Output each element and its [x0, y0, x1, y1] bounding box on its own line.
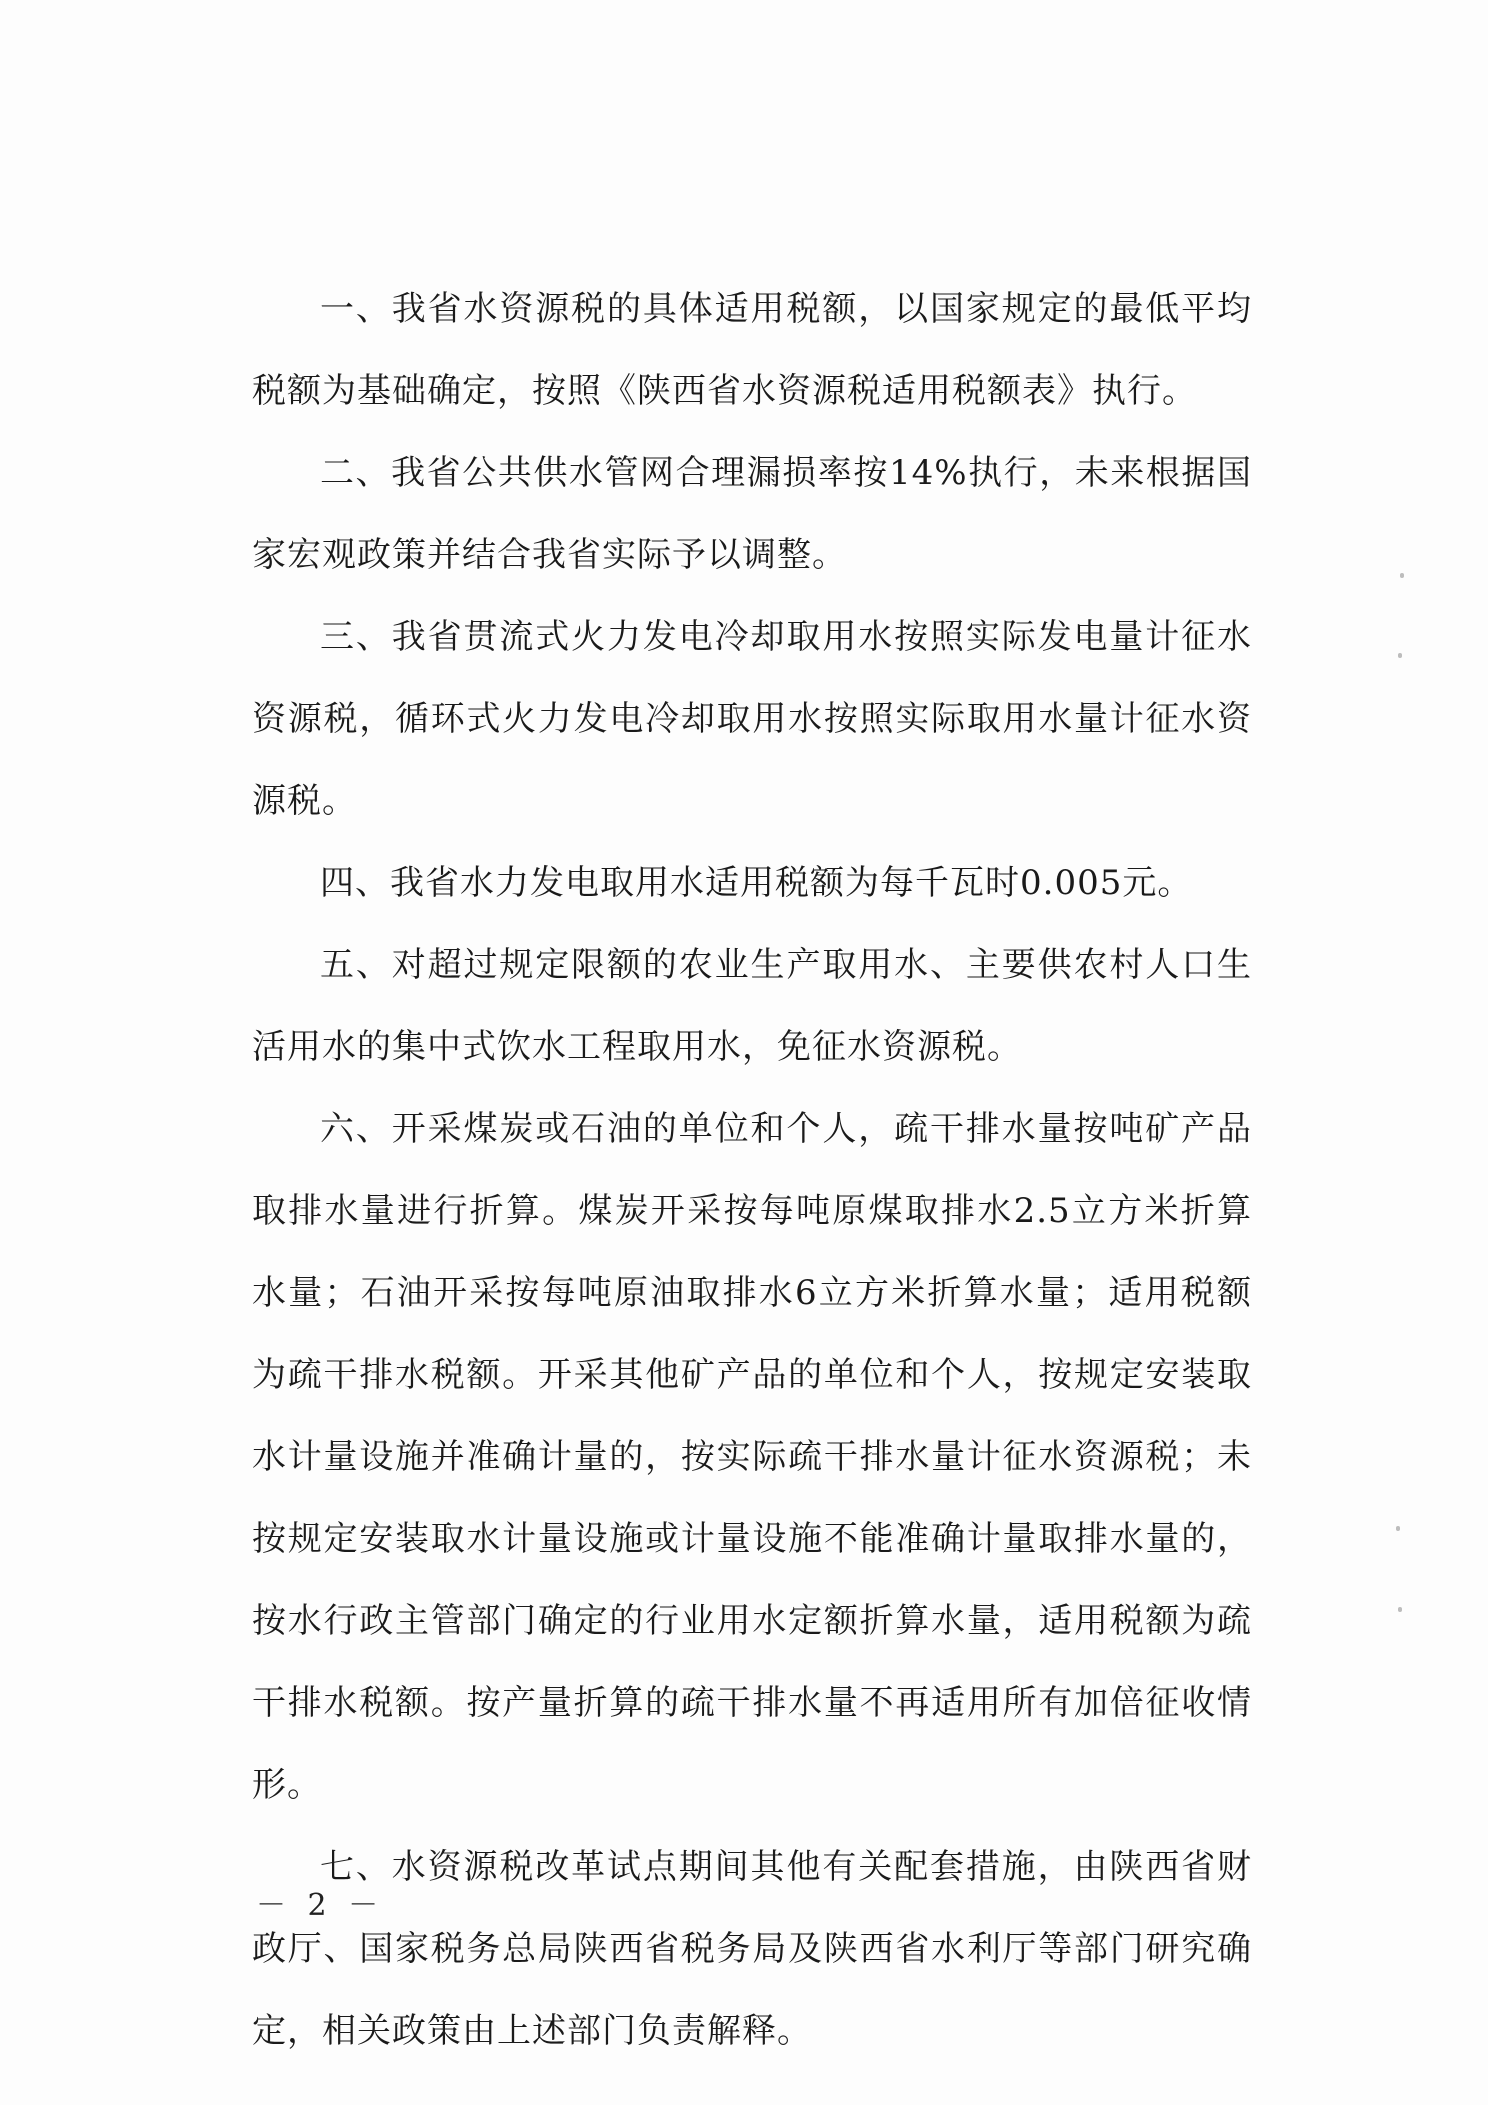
paragraph-5: 五、对超过规定限额的农业生产取用水、主要供农村人口生活用水的集中式饮水工程取用水，免征水资源税。 — [252, 945, 1252, 1067]
paragraph-7: 七、水资源税改革试点期间其他有关配套措施，由陕西省财政厅、国家税务总局陕西省税务局及陕西省水利厅等部门研究确定，相关政策由上述部门负责解释。 — [252, 1847, 1252, 2051]
paragraph-1: 一、我省水资源税的具体适用税额，以国家规定的最低平均税额为基础确定，按照《陕西省水资源税适用税额表》执行。 — [252, 289, 1252, 411]
scan-speck — [1398, 1607, 1402, 1612]
paragraph-4: 四、我省水力发电取用水适用税额为每千瓦时0.005元。 — [320, 863, 1193, 903]
scan-speck — [1396, 1526, 1400, 1531]
paragraph-2: 二、我省公共供水管网合理漏损率按14%执行，未来根据国家宏观政策并结合我省实际予以调整。 — [252, 453, 1252, 575]
paragraph-3: 三、我省贯流式火力发电冷却取用水按照实际发电量计征水资源税，循环式火力发电冷却取用水按照实际取用水量计征水资源税。 — [252, 617, 1252, 821]
document-body — [252, 268, 1252, 2072]
scan-speck — [1400, 573, 1404, 578]
paragraph-6: 六、开采煤炭或石油的单位和个人，疏干排水量按吨矿产品取排水量进行折算。煤炭开采按每吨原煤取排水2.5立方米折算水量；石油开采按每吨原油取排水6立方米折算水量；适用税额为疏干排水税额。开采其他矿产品的单位和个人，按规定安装取水计量设施并准确计量的，按实际疏干排水量计征水资源税；未按规定安装取水计量设施或计量设施不能准确计量取排水量的，按水行政主管部门确定的行业用水定额折算水量，适用税额为疏干排水税额。按产量折算的疏干排水量不再适用所有加倍征收情形。 — [252, 1109, 1252, 1805]
page-number: － 2 － — [256, 1888, 385, 1923]
scan-speck — [1398, 653, 1402, 658]
